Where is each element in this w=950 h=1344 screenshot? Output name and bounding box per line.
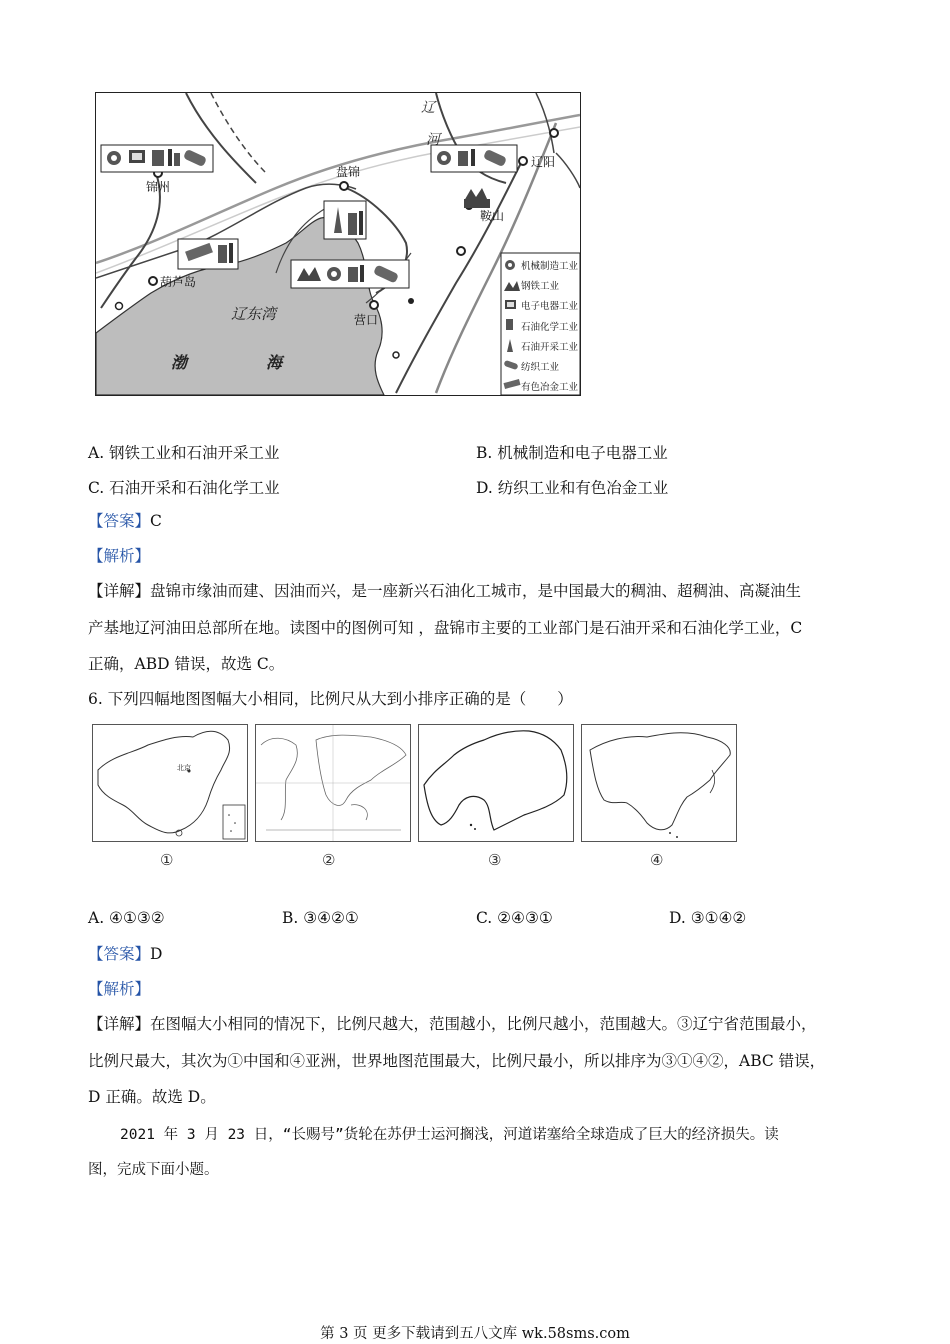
- anshan-steel-icon: [464, 188, 490, 208]
- passage-line-1: 2021 年 3 月 23 日，“长赐号”货轮在苏伊士运河搁浅，河道诺塞给全球造成了巨大的经济损失。读: [120, 1127, 779, 1143]
- map-3-label: ③: [488, 851, 502, 869]
- answer-tag: 【答案】: [88, 945, 151, 963]
- legend-nonferrous: 有色冶金工业: [521, 382, 579, 394]
- city-liaoyang: 辽阳: [531, 155, 556, 169]
- map-2-world: [255, 724, 411, 842]
- legend-steel: 钢铁工业: [521, 281, 560, 293]
- china-outline: [93, 725, 247, 841]
- map-2-label: ②: [322, 851, 336, 869]
- q5-detail-line-1: [88, 581, 801, 601]
- city-panjin: 盘锦: [336, 165, 361, 179]
- city-jinzhou: 锦州: [146, 180, 171, 194]
- map-3-liaoning: [418, 724, 574, 842]
- city-huludao: 葫芦岛: [160, 275, 197, 289]
- q6-detail-line-1: [88, 1014, 817, 1034]
- q5-option-b[interactable]: B. 机械制造和电子电器工业: [476, 444, 668, 462]
- legend-petrochem: 石油化学工业: [521, 321, 579, 333]
- yingkou-industry-box: [291, 260, 409, 288]
- river-label-he: 河: [426, 132, 440, 148]
- page-footer: 第 3 页 更多下载请到五八文库 wk.58sms.com: [320, 1326, 630, 1342]
- q6-detail-line-2: 比例尺最大，其次为①中国和④亚洲，世界地图范围最大，比例尺最小，所以排序为③①④②，ABC 错误，: [88, 1052, 826, 1070]
- asia-outline: [582, 725, 736, 841]
- q5-option-c[interactable]: C. 石油开采和石油化学工业: [88, 479, 280, 497]
- sea-label-liaodong-bay: 辽东湾: [231, 305, 277, 323]
- answer-value: C: [150, 512, 162, 530]
- q5-analysis-tag: 【解析】: [88, 547, 151, 565]
- sea-label-bo: 渤: [171, 353, 188, 372]
- map-1-label: ①: [160, 851, 174, 869]
- q5-detail-line-3: 正确，ABD 错误，故选 C。: [88, 655, 285, 673]
- answer-value: D: [150, 945, 163, 963]
- q6-option-b[interactable]: B. ③④②①: [282, 909, 359, 927]
- passage-line-2: 图，完成下面小题。: [88, 1162, 219, 1178]
- answer-tag: 【答案】: [88, 512, 151, 530]
- legend-machinery: 机械制造工业: [521, 261, 579, 272]
- city-anshan: 鞍山: [480, 209, 505, 223]
- liaoning-industry-map: [95, 92, 581, 396]
- world-outline: [256, 725, 410, 841]
- q5-option-d[interactable]: D. 纺织工业和有色冶金工业: [476, 479, 669, 497]
- huludao-industry-box: [178, 239, 238, 269]
- sea-label-hai: 海: [266, 353, 283, 372]
- q6-analysis-tag: 【解析】: [88, 980, 151, 998]
- map-4-label: ④: [650, 851, 664, 869]
- q6-question: 6. 下列四幅地图图幅大小相同，比例尺从大到小排序正确的是（ ）: [88, 690, 573, 708]
- city-yingkou: 营口: [354, 313, 379, 327]
- q6-option-d[interactable]: D. ③①④②: [669, 909, 747, 927]
- legend-oil-extraction: 石油开采工业: [521, 341, 579, 353]
- map-1-china: [92, 724, 248, 842]
- q5-answer: [88, 511, 162, 531]
- legend-electronics: 电子电器工业: [521, 301, 579, 313]
- china-beijing-label: 北京: [177, 764, 191, 772]
- q5-option-a[interactable]: A. 钢铁工业和石油开采工业: [88, 444, 280, 462]
- liaoyang-industry-box: [431, 145, 517, 172]
- legend-labels: [521, 257, 578, 396]
- detail-tag: 【详解】: [88, 582, 151, 600]
- legend-textile: 纺织工业: [521, 362, 560, 374]
- detail-text: 盘锦市缘油而建、因油而兴，是一座新兴石油化工城市，是中国最大的稠油、超稠油、高凝油生: [150, 582, 802, 600]
- map-4-asia: [581, 724, 737, 842]
- jinzhou-industry-box: [101, 145, 213, 172]
- map-drawing: [96, 93, 580, 395]
- river-label-liao: 辽: [421, 100, 435, 116]
- q6-answer: [88, 944, 162, 964]
- q6-detail-line-3: D 正确。故选 D。: [88, 1088, 216, 1106]
- q6-option-c[interactable]: C. ②④③①: [476, 909, 553, 927]
- q5-detail-line-2: 产基地辽河油田总部所在地。读图中的图例可知 ，盘锦市主要的工业部门是石油开采和石油化学工业，C: [88, 619, 803, 637]
- q6-option-a[interactable]: A. ④①③②: [88, 909, 165, 927]
- detail-tag: 【详解】: [88, 1015, 151, 1033]
- liaoning-outline: [419, 725, 573, 841]
- detail-text: 在图幅大小相同的情况下，比例尺越大，范围越小，比例尺越小，范围越大。③辽宁省范围最小，: [150, 1015, 817, 1033]
- panjin-industry-box: [324, 201, 366, 239]
